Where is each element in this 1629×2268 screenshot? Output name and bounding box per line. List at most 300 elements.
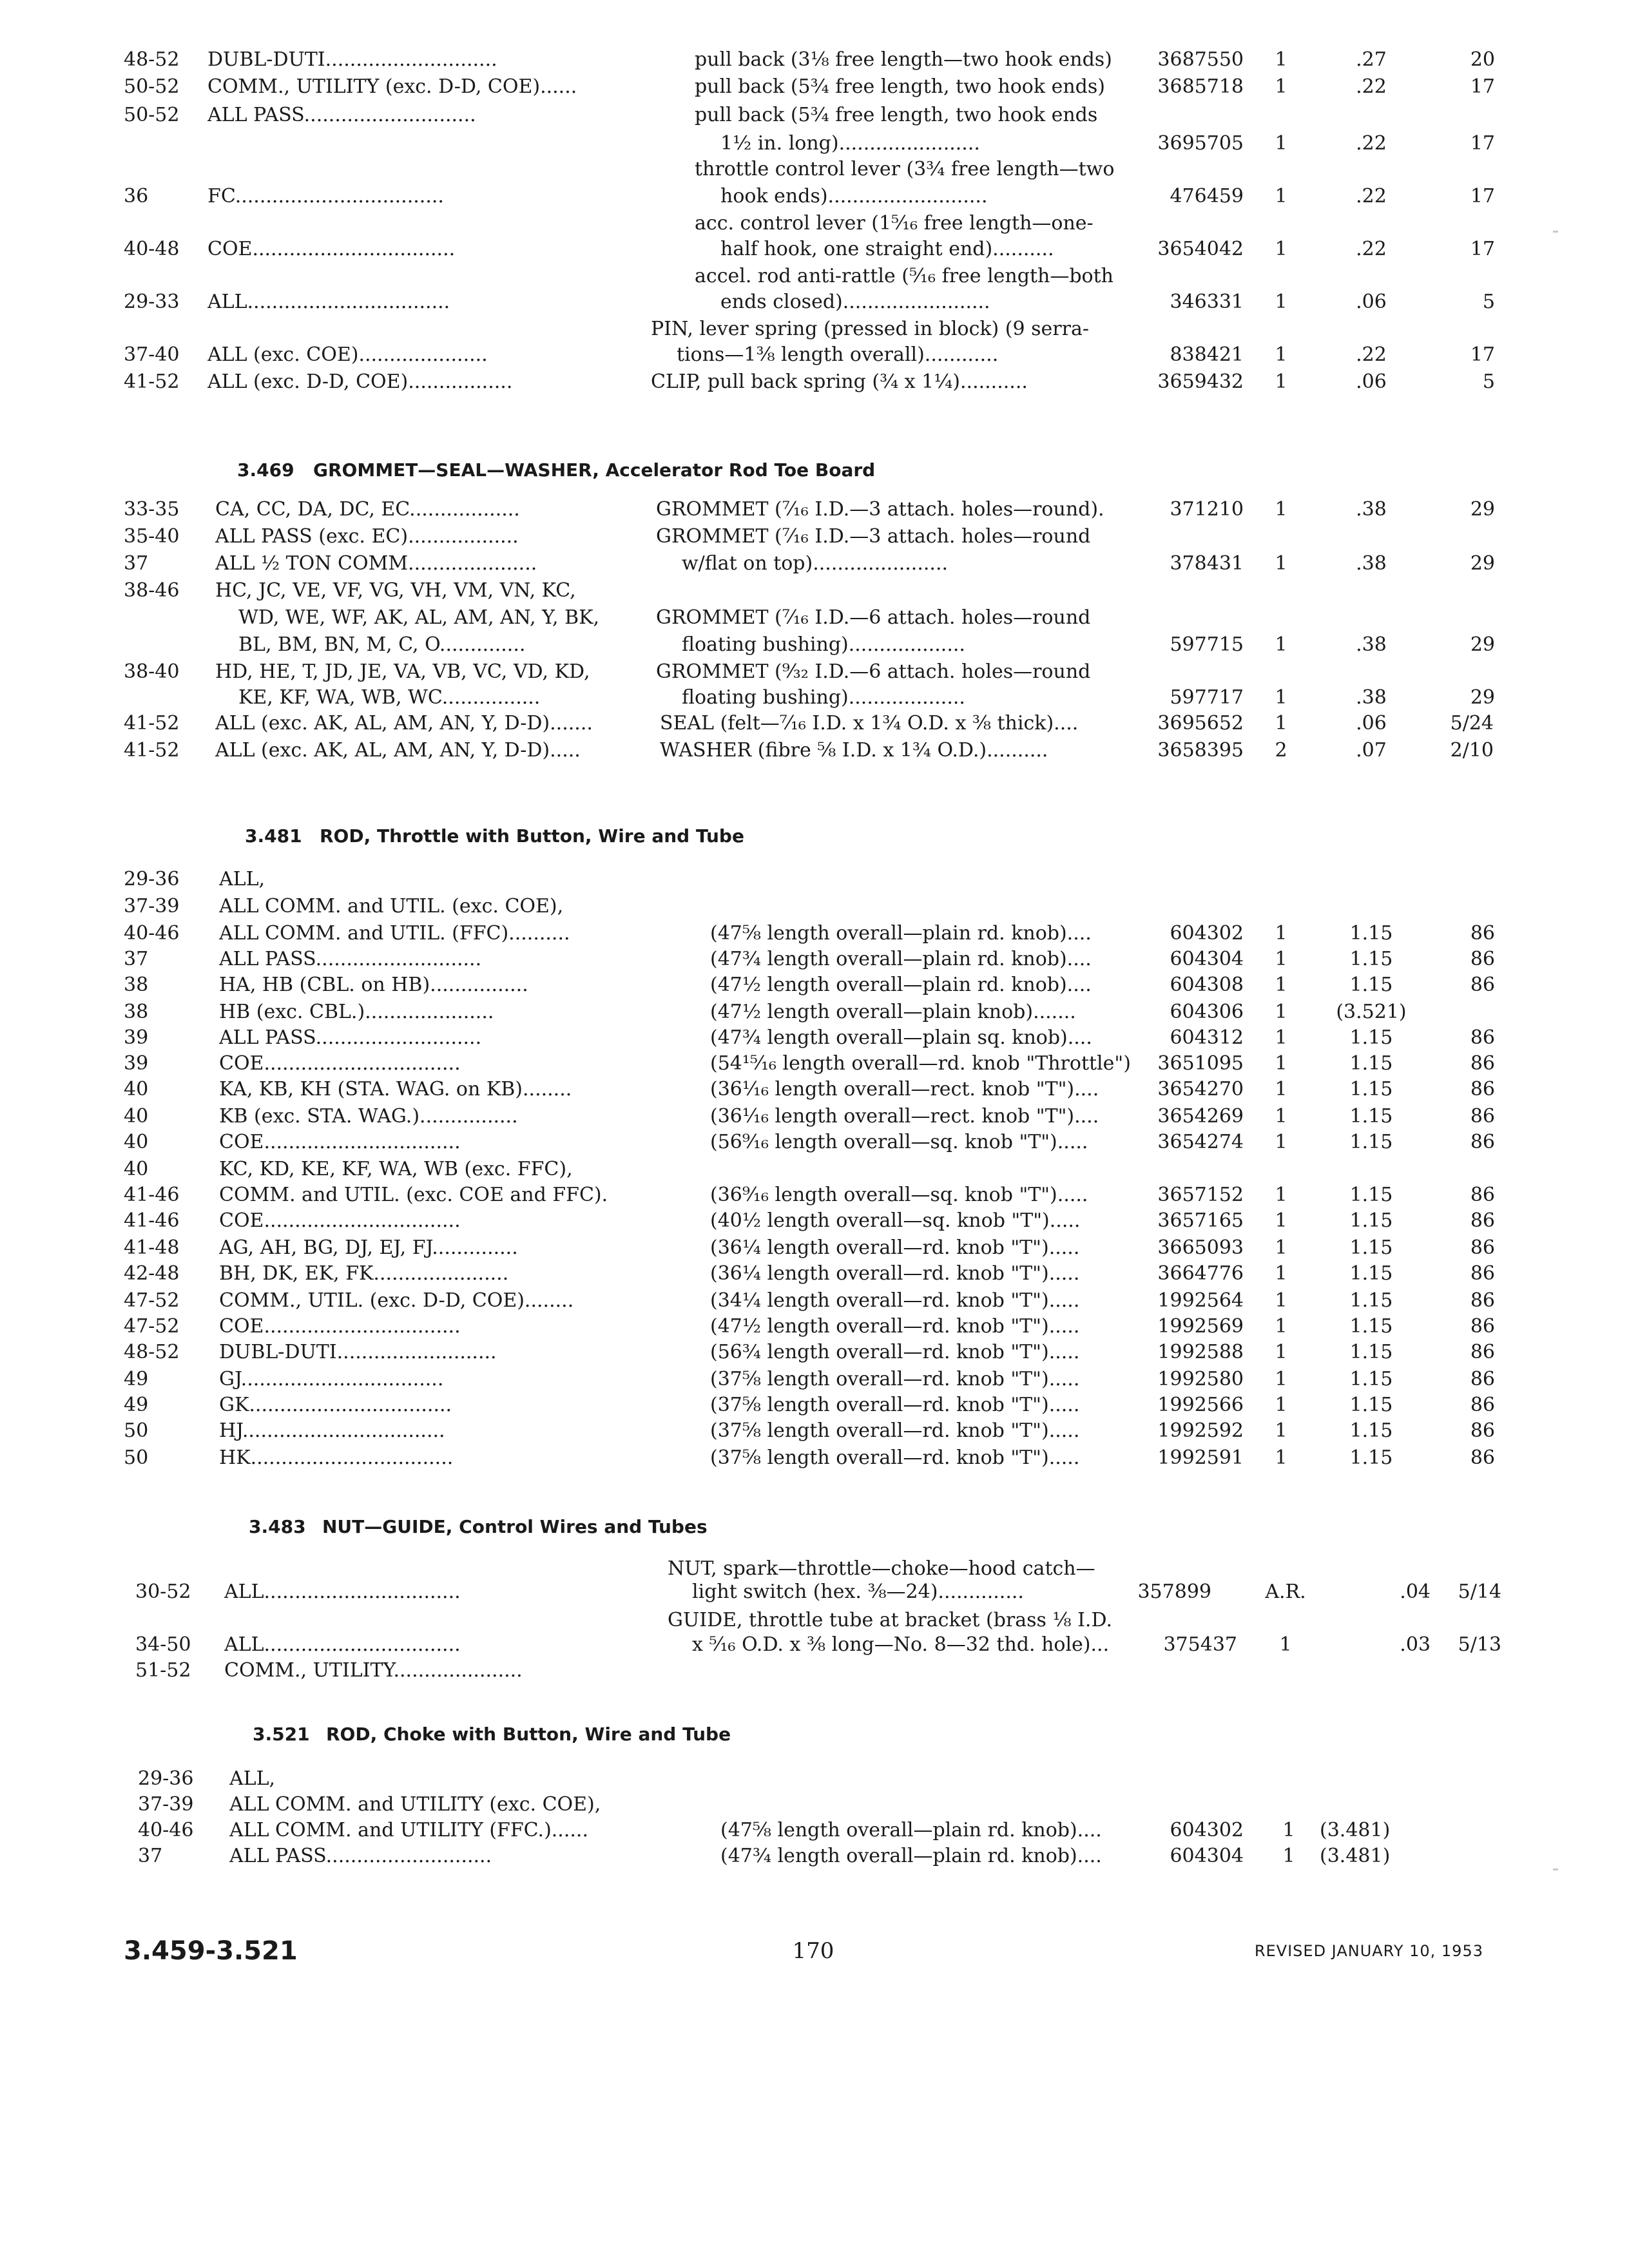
quantity-cell: 1 bbox=[1275, 712, 1287, 735]
quantity-cell: 1 bbox=[1275, 922, 1287, 945]
description-cell: PIN, lever spring (pressed in block) (9 serra- bbox=[651, 318, 1089, 340]
price-cell: (3.481) bbox=[1320, 1819, 1391, 1841]
description-cell: (54¹⁵⁄₁₆ length overall—rd. knob "Throttle") bbox=[710, 1052, 1131, 1075]
description-cell: w/flat on top)...................... bbox=[682, 552, 949, 575]
models-cell: BL, BM, BN, M, C, O.............. bbox=[238, 633, 526, 656]
price-cell: (3.481) bbox=[1320, 1845, 1391, 1867]
models-cell: COE................................. bbox=[207, 238, 456, 260]
models-cell: HD, HE, T, JD, JE, VA, VB, VC, VD, KD, bbox=[215, 660, 590, 683]
price-cell: 1.15 bbox=[1349, 948, 1393, 970]
price-cell: .38 bbox=[1356, 552, 1387, 575]
part-row bbox=[0, 1579, 1629, 1607]
part-number-cell: 3651095 bbox=[1157, 1052, 1244, 1075]
part-row bbox=[0, 631, 1629, 660]
quantity-cell: 1 bbox=[1275, 48, 1287, 71]
part-number-cell: 1992580 bbox=[1157, 1368, 1244, 1390]
part-number-cell: 604304 bbox=[1170, 948, 1244, 970]
description-cell: (36⁹⁄₁₆ length overall—sq. knob "T")..... bbox=[710, 1184, 1088, 1206]
part-number-cell: 3658395 bbox=[1157, 739, 1244, 762]
description-cell: (37⅝ length overall—rd. knob "T")..... bbox=[710, 1394, 1080, 1416]
part-number-cell: 3654269 bbox=[1157, 1105, 1244, 1128]
part-row bbox=[0, 1418, 1629, 1446]
quantity-cell: 1 bbox=[1275, 498, 1287, 521]
part-number-cell: 597717 bbox=[1170, 686, 1244, 709]
group-cell: 86 bbox=[1470, 1105, 1495, 1128]
years-cell: 41-52 bbox=[124, 370, 180, 393]
models-cell: ALL................................ bbox=[224, 1633, 461, 1656]
scan-speck bbox=[1553, 1869, 1558, 1870]
group-cell: 86 bbox=[1470, 1236, 1495, 1259]
description-cell: GROMMET (⁷⁄₁₆ I.D.—3 attach. holes—round). bbox=[656, 498, 1104, 521]
description-cell: (47⅝ length overall—plain rd. knob).... bbox=[720, 1819, 1102, 1841]
part-number-cell: 3659432 bbox=[1157, 370, 1244, 393]
description-cell: (36¼ length overall—rd. knob "T")..... bbox=[710, 1262, 1080, 1285]
part-row bbox=[0, 946, 1629, 974]
part-row bbox=[0, 341, 1629, 370]
models-cell: DUBL-DUTI.......................... bbox=[219, 1341, 497, 1363]
years-cell: 50 bbox=[124, 1446, 149, 1469]
quantity-cell: 1 bbox=[1282, 1845, 1295, 1867]
quantity-cell: 1 bbox=[1282, 1819, 1295, 1841]
models-cell: HK................................. bbox=[219, 1446, 454, 1469]
years-cell: 50 bbox=[124, 1419, 149, 1442]
description-cell: hook ends).......................... bbox=[720, 185, 988, 207]
description-cell: GROMMET (⁷⁄₁₆ I.D.—3 attach. holes—round bbox=[656, 525, 1091, 548]
quantity-cell: 1 bbox=[1275, 1341, 1287, 1363]
quantity-cell: 1 bbox=[1275, 1105, 1287, 1128]
description-cell: (47⅝ length overall—plain rd. knob).... bbox=[710, 922, 1092, 945]
part-row bbox=[0, 316, 1629, 344]
description-cell: SEAL (felt—⁷⁄₁₆ I.D. x 1¾ O.D. x ⅜ thick).... bbox=[660, 712, 1079, 735]
models-cell: ALL COMM. and UTILITY (exc. COE), bbox=[229, 1793, 601, 1816]
quantity-cell: 1 bbox=[1275, 343, 1287, 366]
years-cell: 41-46 bbox=[124, 1184, 180, 1206]
group-cell: 86 bbox=[1470, 922, 1495, 945]
description-cell: (47½ length overall—rd. knob "T")..... bbox=[710, 1315, 1080, 1338]
description-cell: GROMMET (⁷⁄₁₆ I.D.—6 attach. holes—round bbox=[656, 606, 1091, 629]
quantity-cell: 1 bbox=[1275, 1315, 1287, 1338]
group-cell: 86 bbox=[1470, 1446, 1495, 1469]
years-cell: 50-52 bbox=[124, 104, 180, 126]
years-cell: 51-52 bbox=[135, 1659, 191, 1682]
description-cell: floating bushing)................... bbox=[682, 633, 965, 656]
price-cell: 1.15 bbox=[1349, 1026, 1393, 1049]
years-cell: 42-48 bbox=[124, 1262, 180, 1285]
years-cell: 50-52 bbox=[124, 75, 180, 98]
description-cell: (40½ length overall—sq. knob "T")..... bbox=[710, 1209, 1081, 1232]
part-number-cell: 346331 bbox=[1170, 291, 1244, 313]
models-cell: COMM., UTILITY..................... bbox=[224, 1659, 523, 1682]
years-cell: 33-35 bbox=[124, 498, 180, 521]
description-cell: light switch (hex. ⅜—24).............. bbox=[692, 1581, 1024, 1603]
price-cell: 1.15 bbox=[1349, 1419, 1393, 1442]
part-number-cell: 1992588 bbox=[1157, 1341, 1244, 1363]
part-row bbox=[0, 289, 1629, 317]
description-cell: NUT, spark—throttle—choke—hood catch— bbox=[668, 1557, 1095, 1580]
description-cell: pull back (5¾ free length, two hook ends bbox=[695, 104, 1098, 126]
quantity-cell: 1 bbox=[1275, 1446, 1287, 1469]
models-cell: KC, KD, KE, KF, WA, WB (exc. FFC), bbox=[219, 1158, 573, 1180]
models-cell: HC, JC, VE, VF, VG, VH, VM, VN, KC, bbox=[215, 579, 576, 602]
models-cell: ALL................................. bbox=[207, 291, 450, 313]
years-cell: 37-39 bbox=[124, 895, 180, 918]
description-cell: (47¾ length overall—plain rd. knob).... bbox=[710, 948, 1092, 970]
part-number-cell: 604302 bbox=[1170, 922, 1244, 945]
models-cell: ALL, bbox=[229, 1767, 276, 1790]
part-number-cell: 476459 bbox=[1170, 185, 1244, 207]
description-cell: (56¾ length overall—rd. knob "T")..... bbox=[710, 1341, 1080, 1363]
years-cell: 40-46 bbox=[124, 922, 180, 945]
price-cell: .22 bbox=[1356, 238, 1387, 260]
part-number-cell: 1992566 bbox=[1157, 1394, 1244, 1416]
part-number-cell: 357899 bbox=[1137, 1581, 1211, 1603]
models-cell: ALL PASS........................... bbox=[219, 948, 482, 970]
models-cell: COMM., UTIL. (exc. D-D, COE)........ bbox=[219, 1289, 574, 1312]
part-row bbox=[0, 710, 1629, 738]
part-row bbox=[0, 1103, 1629, 1131]
quantity-cell: A.R. bbox=[1265, 1581, 1306, 1603]
group-cell: 86 bbox=[1470, 1209, 1495, 1232]
models-cell: ALL PASS........................... bbox=[229, 1845, 492, 1867]
part-row bbox=[0, 156, 1629, 184]
models-cell: AG, AH, BG, DJ, EJ, FJ.............. bbox=[219, 1236, 518, 1259]
years-cell: 30-52 bbox=[135, 1581, 191, 1603]
description-cell: pull back (5¾ free length, two hook ends) bbox=[695, 75, 1105, 98]
years-cell: 29-33 bbox=[124, 291, 180, 313]
models-cell: GK................................. bbox=[219, 1394, 452, 1416]
years-cell: 49 bbox=[124, 1394, 149, 1416]
models-cell: HB (exc. CBL.)..................... bbox=[219, 1001, 494, 1023]
part-row bbox=[0, 999, 1629, 1027]
part-row bbox=[0, 369, 1629, 397]
quantity-cell: 1 bbox=[1275, 1394, 1287, 1416]
part-number-cell: 3685718 bbox=[1157, 75, 1244, 98]
part-number-cell: 3664776 bbox=[1157, 1262, 1244, 1285]
description-cell: (37⅝ length overall—rd. knob "T")..... bbox=[710, 1446, 1080, 1469]
description-cell: floating bushing)................... bbox=[682, 686, 965, 709]
models-cell: ALL (exc. AK, AL, AM, AN, Y, D-D)..... bbox=[215, 739, 581, 762]
price-cell: .03 bbox=[1400, 1633, 1431, 1656]
description-cell: (56⁹⁄₁₆ length overall—sq. knob "T")..... bbox=[710, 1131, 1088, 1153]
models-cell: CA, CC, DA, DC, EC.................. bbox=[215, 498, 520, 521]
quantity-cell: 1 bbox=[1275, 185, 1287, 207]
years-cell: 35-40 bbox=[124, 525, 180, 548]
quantity-cell: 1 bbox=[1275, 1001, 1287, 1023]
years-cell: 41-52 bbox=[124, 712, 180, 735]
description-cell: (36¼ length overall—rd. knob "T")..... bbox=[710, 1236, 1080, 1259]
price-cell: .38 bbox=[1356, 686, 1387, 709]
part-row bbox=[0, 130, 1629, 159]
part-number-cell: 604312 bbox=[1170, 1026, 1244, 1049]
quantity-cell: 1 bbox=[1275, 1419, 1287, 1442]
description-cell: tions—1⅜ length overall)............ bbox=[677, 343, 999, 366]
group-cell: 86 bbox=[1470, 1052, 1495, 1075]
description-cell: half hook, one straight end).......... bbox=[720, 238, 1054, 260]
years-cell: 34-50 bbox=[135, 1633, 191, 1656]
section-heading-3-483 bbox=[0, 1513, 1629, 1541]
price-cell: .22 bbox=[1356, 185, 1387, 207]
part-row bbox=[0, 1631, 1629, 1660]
models-cell: KB (exc. STA. WAG.)................ bbox=[219, 1105, 518, 1128]
years-cell: 36 bbox=[124, 185, 149, 207]
models-cell: ALL (exc. D-D, COE)................. bbox=[207, 370, 513, 393]
price-cell: 1.15 bbox=[1349, 1209, 1393, 1232]
page-range-label: 3.459-3.521 bbox=[124, 1936, 298, 1966]
quantity-cell: 1 bbox=[1279, 1633, 1292, 1656]
years-cell: 37-39 bbox=[138, 1793, 194, 1816]
price-cell: 1.15 bbox=[1349, 1105, 1393, 1128]
group-cell: 29 bbox=[1470, 686, 1495, 709]
models-cell: KE, KF, WA, WB, WC................ bbox=[238, 686, 541, 709]
group-cell: 86 bbox=[1470, 1315, 1495, 1338]
price-cell: 1.15 bbox=[1349, 1394, 1393, 1416]
price-cell: .04 bbox=[1400, 1581, 1431, 1603]
group-cell: 86 bbox=[1470, 1419, 1495, 1442]
description-cell: x ⁵⁄₁₆ O.D. x ⅜ long—No. 8—32 thd. hole)... bbox=[692, 1633, 1110, 1656]
group-cell: 86 bbox=[1470, 974, 1495, 996]
section-number: 3.469 bbox=[237, 459, 294, 481]
years-cell: 38 bbox=[124, 974, 149, 996]
group-cell: 17 bbox=[1470, 238, 1495, 260]
quantity-cell: 1 bbox=[1275, 370, 1287, 393]
description-cell: (47½ length overall—plain knob)....... bbox=[710, 1001, 1076, 1023]
section-heading-3-469 bbox=[0, 456, 1629, 485]
part-row bbox=[0, 1791, 1629, 1820]
description-cell: (37⅝ length overall—rd. knob "T")..... bbox=[710, 1368, 1080, 1390]
part-row bbox=[0, 1313, 1629, 1341]
models-cell: COE................................ bbox=[219, 1315, 461, 1338]
section-heading-3-481 bbox=[0, 822, 1629, 850]
part-number-cell: 604306 bbox=[1170, 1001, 1244, 1023]
part-row bbox=[0, 658, 1629, 687]
models-cell: COE................................ bbox=[219, 1052, 461, 1075]
price-cell: 1.15 bbox=[1349, 1315, 1393, 1338]
price-cell: .07 bbox=[1356, 739, 1387, 762]
price-cell: .38 bbox=[1356, 633, 1387, 656]
models-cell: ALL PASS (exc. EC).................. bbox=[215, 525, 519, 548]
price-cell: 1.15 bbox=[1349, 1446, 1393, 1469]
part-number-cell: 597715 bbox=[1170, 633, 1244, 656]
section-number: 3.481 bbox=[245, 825, 302, 847]
part-number-cell: 3695652 bbox=[1157, 712, 1244, 735]
price-cell: 1.15 bbox=[1349, 1341, 1393, 1363]
description-cell: (37⅝ length overall—rd. knob "T")..... bbox=[710, 1419, 1080, 1442]
part-row bbox=[0, 1817, 1629, 1845]
scan-speck bbox=[1553, 231, 1558, 233]
part-row bbox=[0, 550, 1629, 579]
quantity-cell: 1 bbox=[1275, 1262, 1287, 1285]
group-cell: 5 bbox=[1482, 291, 1495, 313]
models-cell: ALL ½ TON COMM..................... bbox=[215, 552, 537, 575]
description-cell: 1½ in. long)....................... bbox=[720, 132, 980, 155]
models-cell: FC.................................. bbox=[207, 185, 444, 207]
group-cell: 86 bbox=[1470, 1131, 1495, 1153]
quantity-cell: 1 bbox=[1275, 1131, 1287, 1153]
quantity-cell: 2 bbox=[1275, 739, 1287, 762]
price-cell: 1.15 bbox=[1349, 1052, 1393, 1075]
years-cell: 40 bbox=[124, 1131, 149, 1153]
description-cell: (47¾ length overall—plain sq. knob).... bbox=[710, 1026, 1092, 1049]
price-cell: 1.15 bbox=[1349, 922, 1393, 945]
part-row bbox=[0, 972, 1629, 1000]
quantity-cell: 1 bbox=[1275, 291, 1287, 313]
description-cell: acc. control lever (1⁵⁄₁₆ free length—one- bbox=[695, 212, 1094, 235]
part-number-cell: 3654270 bbox=[1157, 1078, 1244, 1100]
group-cell: 86 bbox=[1470, 1078, 1495, 1100]
models-cell: ALL COMM. and UTIL. (FFC).......... bbox=[219, 922, 570, 945]
models-cell: KA, KB, KH (STA. WAG. on KB)........ bbox=[219, 1078, 572, 1100]
years-cell: 48-52 bbox=[124, 48, 180, 71]
description-cell: throttle control lever (3¾ free length—two bbox=[695, 158, 1115, 180]
part-row bbox=[0, 577, 1629, 606]
part-row bbox=[0, 920, 1629, 948]
price-cell: 1.15 bbox=[1349, 974, 1393, 996]
group-cell: 5 bbox=[1482, 370, 1495, 393]
part-number-cell: 3687550 bbox=[1157, 48, 1244, 71]
quantity-cell: 1 bbox=[1275, 1078, 1287, 1100]
description-cell: (34¼ length overall—rd. knob "T")..... bbox=[710, 1289, 1080, 1312]
part-number-cell: 3654042 bbox=[1157, 238, 1244, 260]
group-cell: 86 bbox=[1470, 1262, 1495, 1285]
part-row bbox=[0, 1765, 1629, 1794]
part-row bbox=[0, 46, 1629, 75]
group-cell: 29 bbox=[1470, 633, 1495, 656]
description-cell: WASHER (fibre ⅝ I.D. x 1¾ O.D.).......... bbox=[660, 739, 1048, 762]
part-row bbox=[0, 1156, 1629, 1184]
part-row bbox=[0, 1339, 1629, 1367]
part-number-cell: 3665093 bbox=[1157, 1236, 1244, 1259]
quantity-cell: 1 bbox=[1275, 552, 1287, 575]
part-row bbox=[0, 102, 1629, 130]
part-row bbox=[0, 1843, 1629, 1871]
group-cell: 29 bbox=[1470, 498, 1495, 521]
part-row bbox=[0, 1050, 1629, 1079]
part-row bbox=[0, 1392, 1629, 1420]
models-cell: COE................................ bbox=[219, 1209, 461, 1232]
models-cell: GJ................................. bbox=[219, 1368, 444, 1390]
part-row bbox=[0, 684, 1629, 713]
years-cell: 47-52 bbox=[124, 1315, 180, 1338]
years-cell: 48-52 bbox=[124, 1341, 180, 1363]
quantity-cell: 1 bbox=[1275, 132, 1287, 155]
part-number-cell: 1992569 bbox=[1157, 1315, 1244, 1338]
years-cell: 47-52 bbox=[124, 1289, 180, 1312]
quantity-cell: 1 bbox=[1275, 1052, 1287, 1075]
section-title: GROMMET—SEAL—WASHER, Accelerator Rod Toe Board bbox=[313, 459, 876, 481]
part-row bbox=[0, 1182, 1629, 1210]
years-cell: 38-40 bbox=[124, 660, 180, 683]
group-cell: 17 bbox=[1470, 343, 1495, 366]
years-cell: 37 bbox=[124, 552, 149, 575]
group-cell: 86 bbox=[1470, 1026, 1495, 1049]
group-cell: 2/10 bbox=[1450, 739, 1494, 762]
group-cell: 17 bbox=[1470, 75, 1495, 98]
years-cell: 38-46 bbox=[124, 579, 180, 602]
part-row bbox=[0, 1024, 1629, 1053]
description-cell: CLIP, pull back spring (¾ x 1¼)........... bbox=[651, 370, 1028, 393]
group-cell: 5/13 bbox=[1458, 1633, 1501, 1656]
part-number-cell: 3657165 bbox=[1157, 1209, 1244, 1232]
group-cell: 86 bbox=[1470, 1394, 1495, 1416]
years-cell: 49 bbox=[124, 1368, 149, 1390]
part-row bbox=[0, 1129, 1629, 1157]
models-cell: ALL, bbox=[219, 868, 265, 890]
part-row bbox=[0, 496, 1629, 524]
years-cell: 40-48 bbox=[124, 238, 180, 260]
price-cell: 1.15 bbox=[1349, 1236, 1393, 1259]
description-cell: (36¹⁄₁₆ length overall—rect. knob "T").... bbox=[710, 1105, 1099, 1128]
part-row bbox=[0, 1260, 1629, 1289]
part-row bbox=[0, 236, 1629, 264]
part-number-cell: 371210 bbox=[1170, 498, 1244, 521]
years-cell: 40 bbox=[124, 1105, 149, 1128]
years-cell: 40 bbox=[124, 1078, 149, 1100]
description-cell: accel. rod anti-rattle (⁵⁄₁₆ free length—both bbox=[695, 265, 1113, 287]
part-row bbox=[0, 263, 1629, 291]
part-row bbox=[0, 1235, 1629, 1263]
part-number-cell: 3695705 bbox=[1157, 132, 1244, 155]
price-cell: 1.15 bbox=[1349, 1289, 1393, 1312]
years-cell: 41-52 bbox=[124, 739, 180, 762]
part-number-cell: 1992592 bbox=[1157, 1419, 1244, 1442]
models-cell: DUBL-DUTI............................ bbox=[207, 48, 497, 71]
section-title: ROD, Choke with Button, Wire and Tube bbox=[326, 1724, 731, 1745]
part-row bbox=[0, 893, 1629, 921]
price-cell: 1.15 bbox=[1349, 1184, 1393, 1206]
part-row bbox=[0, 210, 1629, 238]
description-cell: (47½ length overall—plain rd. knob).... bbox=[710, 974, 1092, 996]
models-cell: ALL COMM. and UTIL. (exc. COE), bbox=[219, 895, 564, 918]
price-cell: .22 bbox=[1356, 343, 1387, 366]
quantity-cell: 1 bbox=[1275, 238, 1287, 260]
part-row bbox=[0, 183, 1629, 211]
part-number-cell: 838421 bbox=[1170, 343, 1244, 366]
description-cell: ends closed)........................ bbox=[720, 291, 990, 313]
part-number-cell: 3654274 bbox=[1157, 1131, 1244, 1153]
description-cell: pull back (3⅛ free length—two hook ends) bbox=[695, 48, 1112, 71]
years-cell: 41-46 bbox=[124, 1209, 180, 1232]
quantity-cell: 1 bbox=[1275, 75, 1287, 98]
years-cell: 37 bbox=[124, 948, 149, 970]
section-title: NUT—GUIDE, Control Wires and Tubes bbox=[322, 1516, 708, 1537]
part-number-cell: 378431 bbox=[1170, 552, 1244, 575]
part-row bbox=[0, 866, 1629, 894]
models-cell: ALL (exc. AK, AL, AM, AN, Y, D-D)....... bbox=[215, 712, 593, 735]
price-cell: .06 bbox=[1356, 291, 1387, 313]
group-cell: 20 bbox=[1470, 48, 1495, 71]
group-cell: 5/14 bbox=[1458, 1581, 1501, 1603]
group-cell: 17 bbox=[1470, 185, 1495, 207]
price-cell: (3.521) bbox=[1336, 1001, 1407, 1023]
group-cell: 86 bbox=[1470, 948, 1495, 970]
price-cell: .22 bbox=[1356, 75, 1387, 98]
part-row bbox=[0, 1076, 1629, 1104]
price-cell: 1.15 bbox=[1349, 1262, 1393, 1285]
description-cell: GROMMET (⁹⁄₃₂ I.D.—6 attach. holes—round bbox=[656, 660, 1091, 683]
group-cell: 86 bbox=[1470, 1289, 1495, 1312]
section-heading-3-521 bbox=[0, 1720, 1629, 1749]
part-number-cell: 604304 bbox=[1170, 1845, 1244, 1867]
group-cell: 5/24 bbox=[1450, 712, 1494, 735]
years-cell: 40-46 bbox=[138, 1819, 194, 1841]
part-row bbox=[0, 604, 1629, 633]
quantity-cell: 1 bbox=[1275, 686, 1287, 709]
models-cell: ALL (exc. COE)..................... bbox=[207, 343, 488, 366]
models-cell: WD, WE, WF, AK, AL, AM, AN, Y, BK, bbox=[238, 606, 600, 629]
years-cell: 39 bbox=[124, 1026, 149, 1049]
part-number-cell: 604308 bbox=[1170, 974, 1244, 996]
part-row bbox=[0, 73, 1629, 102]
